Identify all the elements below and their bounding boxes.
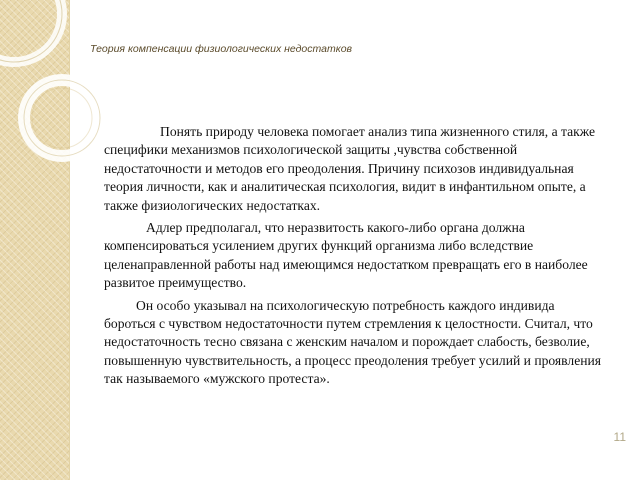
page-number: 11 bbox=[613, 430, 626, 444]
slide-title: Теория компенсации физиологических недостатков bbox=[90, 43, 353, 55]
paragraph-1: Понять природу человека помогает анализ типа жизненного стиля, а также специфики механизмов психологической защиты ,чувства собственной недостаточности и методов его преодоления. Причину психозов индивидуальная теория личности, как и аналитическая психология, видит в инфантильном опыте, а также физиологических недостатках. bbox=[104, 124, 596, 213]
paragraph-2: Адлер предполагал, что неразвитость какого-либо органа должна компенсироваться усилением других функций организма либо вследствие целенаправленной работы над имеющимся недостатком превращать его в наиболее развитое преимущество. bbox=[104, 220, 588, 291]
decorative-circles-graphic bbox=[0, 0, 120, 200]
slide-body-text bbox=[104, 123, 606, 393]
paragraph-3: Он особо указывал на психологическую потребность каждого индивида бороться с чувством недостаточности путем стремления к целостности. Считал, что недостаточность тесно связана с женским началом и порождает слабость, безволие, повышенную чувствительность, а процесс преодоления требует усилий и проявления так называемого «мужского протеста». bbox=[104, 297, 602, 387]
